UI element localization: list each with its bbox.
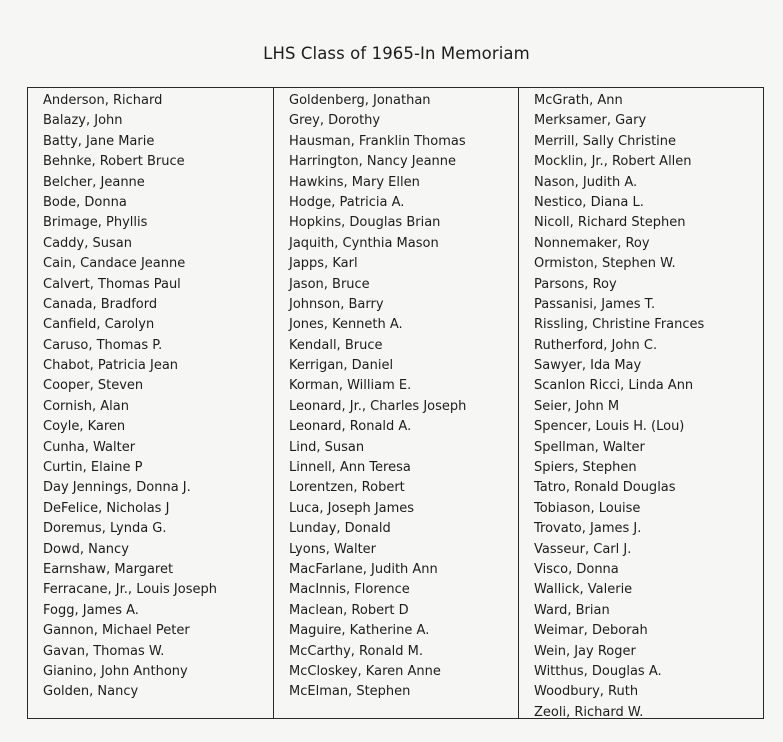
memorial-name: Gavan, Thomas W. [43, 643, 165, 659]
memorial-name: McGrath, Ann [534, 93, 623, 108]
memorial-name: McElman, Stephen [289, 684, 411, 700]
memorial-name: Belcher, Jeanne [43, 174, 145, 190]
memorial-name: Nason, Judith A. [534, 174, 638, 190]
memorial-name: Johnson, Barry [289, 296, 384, 312]
memorial-name: Canfield, Carolyn [43, 317, 155, 333]
memorial-name: Nonnemaker, Roy [534, 235, 650, 251]
memorial-name: Lyons, Walter [289, 541, 377, 557]
memorial-name: Hausman, Franklin Thomas [289, 133, 466, 149]
memorial-name: Merrill, Sally Christine [534, 133, 677, 149]
memorial-name: Vasseur, Carl J. [534, 541, 632, 557]
memorial-name: Tatro, Ronald Douglas [534, 480, 676, 496]
memorial-name: Jaquith, Cynthia Mason [289, 235, 439, 251]
memorial-name: MacFarlane, Judith Ann [289, 561, 438, 577]
memorial-name: Chabot, Patricia Jean [43, 358, 179, 374]
memorial-name: DeFelice, Nicholas J [43, 500, 170, 516]
memorial-name: Spencer, Louis H. (Lou) [534, 419, 685, 435]
memorial-name: Kerrigan, Daniel [289, 358, 394, 374]
memorial-name: Brimage, Phyllis [43, 215, 148, 231]
memorial-name: Linnell, Ann Teresa [289, 460, 411, 476]
document-title: LHS Class of 1965-In Memoriam [263, 44, 530, 63]
memorial-name: Harrington, Nancy Jeanne [289, 154, 457, 170]
memorial-name: Rissling, Christine Frances [534, 317, 705, 333]
memorial-name: Merksamer, Gary [534, 113, 647, 129]
memorial-name: Curtin, Elaine P [43, 460, 143, 476]
name-column-1 [28, 88, 274, 718]
memorial-name: Maguire, Katherine A. [289, 623, 430, 639]
memorial-name: Tobiason, Louise [534, 500, 641, 516]
memorial-name: Nestico, Diana L. [534, 194, 644, 210]
memorial-name: Leonard, Jr., Charles Joseph [289, 398, 467, 414]
memorial-name: Cain, Candace Jeanne [43, 256, 186, 272]
memorial-name: MacInnis, Florence [289, 582, 410, 598]
memorial-name: Caddy, Susan [43, 235, 132, 251]
memorial-name: Goldenberg, Jonathan [289, 93, 431, 108]
memorial-name: Golden, Nancy [43, 684, 139, 700]
memorial-name: Calvert, Thomas Paul [43, 276, 181, 292]
memorial-name: Weimar, Deborah [534, 623, 648, 639]
memorial-name: Jason, Bruce [289, 276, 370, 292]
memorial-name: Gianino, John Anthony [43, 663, 188, 679]
memorial-name: Hopkins, Douglas Brian [289, 215, 441, 231]
memorial-name: Jones, Kenneth A. [289, 317, 403, 333]
memorial-name: Nicoll, Richard Stephen [534, 215, 686, 231]
memorial-name: Kendall, Bruce [289, 337, 383, 353]
name-column-2 [274, 88, 519, 718]
memorial-name: Earnshaw, Margaret [43, 561, 174, 577]
memorial-name: Hawkins, Mary Ellen [289, 174, 420, 190]
memorial-name: McCarthy, Ronald M. [289, 643, 423, 659]
memorial-name: Balazy, John [43, 113, 123, 129]
memorial-name: Visco, Donna [534, 561, 619, 577]
memorial-name: Batty, Jane Marie [43, 133, 155, 149]
memorial-name: Maclean, Robert D [289, 602, 409, 618]
memorial-name: McCloskey, Karen Anne [289, 663, 441, 679]
memorial-name: Coyle, Karen [43, 419, 126, 435]
memorial-name: Behnke, Robert Bruce [43, 154, 185, 170]
memorial-name: Ward, Brian [534, 602, 610, 618]
memorial-name: Canada, Bradford [43, 296, 158, 312]
memorial-name: Hodge, Patricia A. [289, 194, 405, 210]
memorial-name: Fogg, James A. [43, 602, 139, 618]
memorial-name: Wallick, Valerie [534, 582, 633, 598]
memorial-name: Luca, Joseph James [289, 500, 415, 516]
memorial-name: Spellman, Walter [534, 439, 645, 455]
memorial-name: Anderson, Richard [43, 93, 163, 108]
memorial-name: Mocklin, Jr., Robert Allen [534, 154, 692, 170]
memorial-name: Passanisi, James T. [534, 296, 656, 312]
memorial-name: Woodbury, Ruth [534, 684, 639, 700]
memorial-name: Grey, Dorothy [289, 113, 381, 129]
memorial-name: Ferracane, Jr., Louis Joseph [43, 582, 217, 598]
memorial-name: Zeoli, Richard W. [534, 704, 644, 720]
memorial-name: Spiers, Stephen [534, 460, 637, 476]
memorial-name: Leonard, Ronald A. [289, 419, 412, 435]
memorial-name: Day Jennings, Donna J. [43, 480, 191, 496]
memorial-name: Lunday, Donald [289, 521, 391, 537]
memorial-name: Cooper, Steven [43, 378, 144, 394]
memorial-name: Sawyer, Ida May [534, 358, 642, 374]
memorial-name: Cunha, Walter [43, 439, 136, 455]
memorial-name: Dowd, Nancy [43, 541, 129, 557]
memorial-name: Seier, John M [534, 398, 620, 414]
memorial-name: Gannon, Michael Peter [43, 623, 190, 639]
memorial-name: Bode, Donna [43, 194, 127, 210]
memorial-name: Lorentzen, Robert [289, 480, 405, 496]
name-column-3 [519, 88, 763, 718]
memorial-name: Parsons, Roy [534, 276, 617, 292]
memorial-name: Doremus, Lynda G. [43, 521, 167, 537]
memorial-name-table [27, 87, 764, 719]
memorial-name: Witthus, Douglas A. [534, 663, 662, 679]
memorial-name: Japps, Karl [289, 256, 358, 272]
memorial-name: Lind, Susan [289, 439, 365, 455]
memorial-name: Ormiston, Stephen W. [534, 256, 676, 272]
memorial-name: Cornish, Alan [43, 398, 129, 414]
memorial-name: Rutherford, John C. [534, 337, 658, 353]
memorial-name: Korman, William E. [289, 378, 412, 394]
memorial-name: Trovato, James J. [534, 521, 642, 537]
memorial-name: Caruso, Thomas P. [43, 337, 163, 353]
memorial-name: Scanlon Ricci, Linda Ann [534, 378, 694, 394]
memorial-name: Wein, Jay Roger [534, 643, 636, 659]
